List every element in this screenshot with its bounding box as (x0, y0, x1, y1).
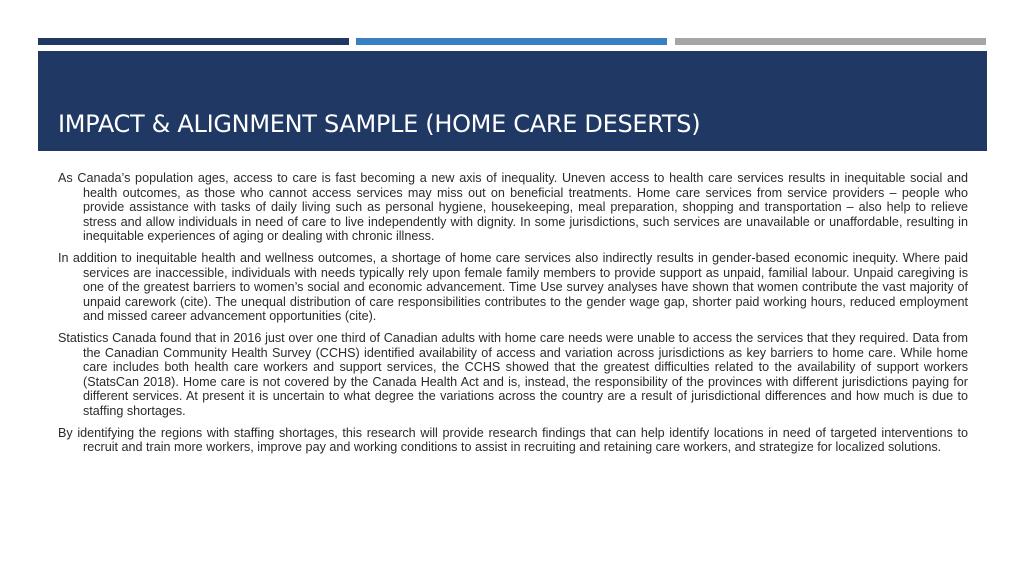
body-paragraph-2: In addition to inequitable health and wellness outcomes, a shortage of home care services also indirectly results in gender-based economic inequity. Where paid services are inaccessible, individuals with needs typically rely upon female family members to provide support as unpaid, familial labour. Unpaid caregiving is one of the greatest barriers to women’s social and economic advancement. Time Use survey analyses have shown that women contribute the vast majority of unpaid carework (cite). The unequal distribution of care responsibilities contributes to the gender wage gap, shorter paid working hours, reduced employment and missed career advancement opportunities (cite). (58, 250, 968, 324)
body-paragraph-3: Statistics Canada found that in 2016 just over one third of Canadian adults with home care needs were unable to access the services that they required. Data from the Canadian Community Health Survey (CCHS) identified availability of access and variation across jurisdictions as key barriers to home care. While home care includes both health care workers and support services, the CCHS showed that the greatest difficulties related to the availability of support workers (StatsCan 2018). Home care is not covered by the Canada Health Act and is, instead, the responsibility of the provinces with different jurisdictions paying for different services. At present it is uncertain to what degree the variations across the country are a result of jurisdictional differences and how much is due to staffing shortages. (58, 330, 968, 418)
body-paragraph-1: As Canada’s population ages, access to care is fast becoming a new axis of inequality. Uneven access to health care services results in inequitable social and health outcomes, as those who cannot access services may miss out on beneficial treatments. Home care services from service providers – people who provide assistance with tasks of daily living such as personal hygiene, housekeeping, meal preparation, shopping and transportation – also help to relieve stress and allow individuals in need of care to live independently with dignity. In some jurisdictions, such services are unavailable or unaffordable, resulting in inequitable experiences of aging or dealing with chronic illness. (58, 171, 968, 244)
accent-bar-gray (675, 38, 986, 45)
accent-bar-navy (38, 38, 349, 45)
slide-title: IMPACT & ALIGNMENT SAMPLE (HOME CARE DESERTS) (58, 110, 701, 138)
accent-bar-blue (356, 38, 667, 45)
title-band (38, 51, 987, 151)
body-paragraph-4: By identifying the regions with staffing shortages, this research will provide research findings that can help identify locations in need of targeted interventions to recruit and train more workers, improve pay and working conditions to assist in recruiting and retaining care workers, and strategize for localized solutions. (58, 425, 968, 455)
slide-body (58, 171, 968, 462)
